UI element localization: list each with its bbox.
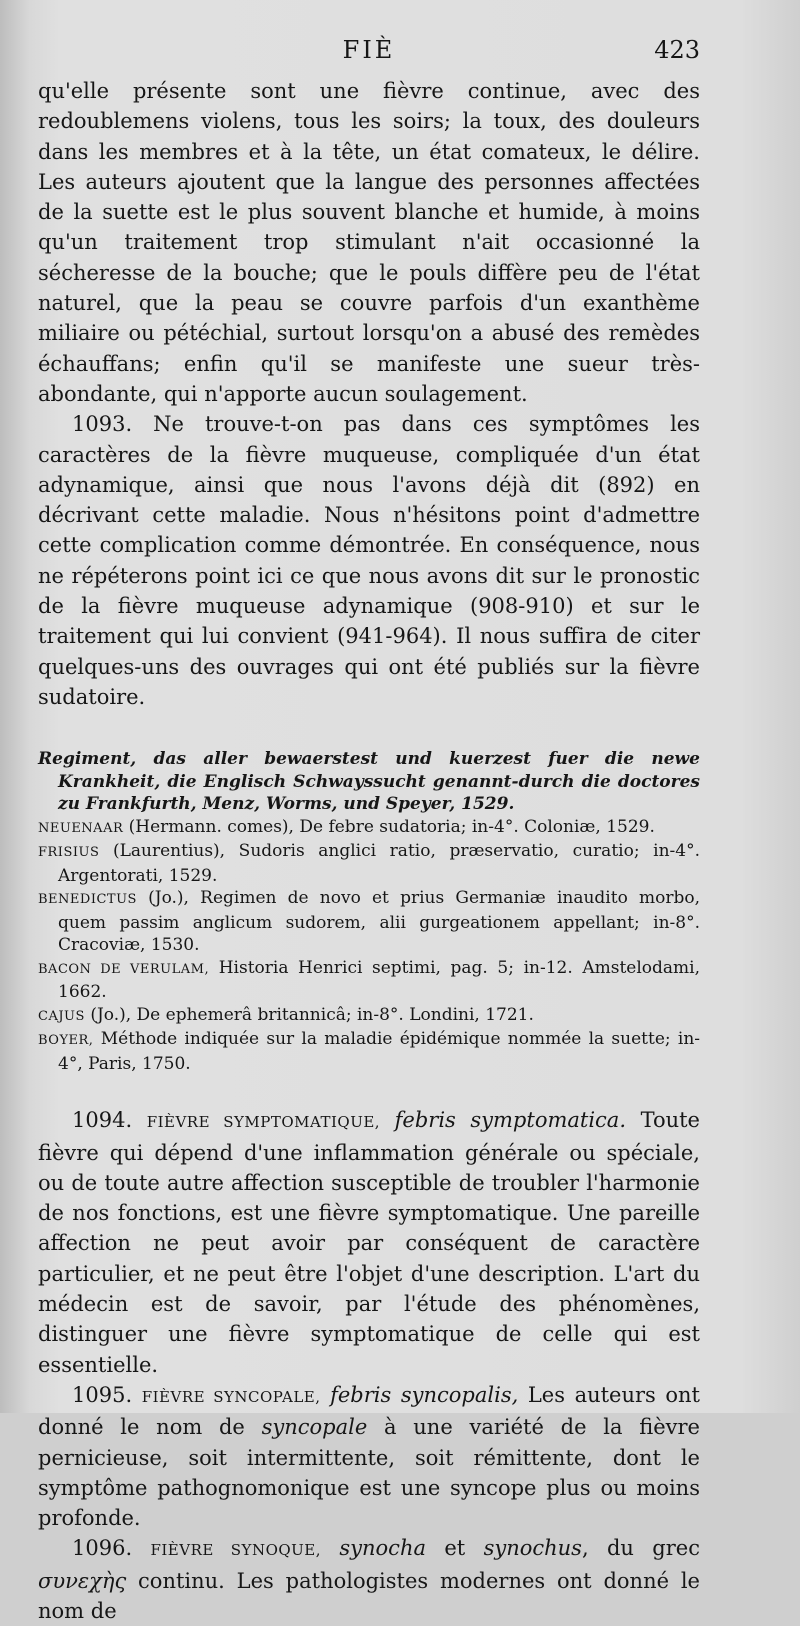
bibliography-entry	[38, 748, 700, 816]
page-number: 423	[654, 36, 700, 64]
bibliography-author: BACON DE VERULAM,	[38, 961, 210, 977]
paragraph-1096	[38, 1533, 700, 1626]
bibliography-entry	[38, 816, 700, 841]
bibliography-text: Historia Henrici septimi, pag. 5; in-12. Amstelodami, 1662.	[58, 957, 701, 1003]
paragraph-1094	[38, 1105, 700, 1380]
entry-term: FIÈVRE SYNCOPALE,	[141, 1387, 321, 1406]
paragraph-text: à une variété de la fièvre pernicieuse, soit intermittente, soit rémittente, dont le symptôme pathognomonique est une syncope plus ou moins profonde.	[38, 1415, 700, 1531]
paragraph-number: 1096.	[72, 1536, 133, 1561]
bibliography	[38, 748, 700, 1075]
bibliography-text: (Laurentius), Sudoris anglici ratio, præservatio, curatio; in-4°. Argentorati, 1529.	[58, 841, 700, 886]
paragraph-continued: qu'elle présente sont une fièvre continue, avec des redoublemens violens, tous les soirs; la toux, des douleurs dans les membres et à la tête, un état comateux, le délire. Les auteurs ajoutent que la langue des personnes affectées de la suette est le plus souvent blanche et humide, à moins qu'un traitement trop stimulant n'ait occasionné la sécheresse de la bouche; que le pouls diffère peu de l'état naturel, que la peau se couvre parfois d'un exanthème miliaire ou pétéchial, surtout lorsqu'on a abusé des remèdes échauffans; enfin qu'il se manifeste une sueur très-abondante, qui n'apporte aucun soulagement.	[38, 79, 700, 406]
latin-term: synocha	[339, 1536, 426, 1561]
bibliography-author: CAJUS	[38, 1008, 85, 1024]
running-head	[38, 36, 700, 76]
bibliography-entry	[38, 957, 700, 1004]
conjunction: et	[444, 1536, 466, 1561]
paragraph-1093: 1093. Ne trouve-t-on pas dans ces symptômes les caractères de la fièvre muqueuse, compliquée d'un état adynamique, ainsi que nous l'avons déjà dit (892) en décrivant cette maladie. Nous n'hésitons point d'admettre cette complication comme démontrée. En conséquence, nous ne répéterons point ici ce que nous avons dit sur le pronostic de la fièvre muqueuse adynamique (908-910) et sur le traitement qui lui convient (941-964). Il nous suffira de citer quelques-uns des ouvrages qui ont été publiés sur la fièvre sudatoire.	[38, 412, 700, 709]
latin-term: febris symptomatica.	[394, 1108, 627, 1133]
italic-word: syncopale	[261, 1415, 368, 1440]
bibliography-entry	[38, 1028, 700, 1075]
latin-term: febris syncopalis,	[330, 1382, 519, 1407]
body-text	[38, 76, 700, 1626]
greek-word: συνεχὴς	[38, 1568, 127, 1593]
paragraph-number: 1094.	[72, 1108, 133, 1133]
bibliography-entry	[38, 840, 700, 887]
paragraph-number: 1095.	[72, 1382, 133, 1407]
running-title: FIÈ	[342, 36, 396, 64]
paragraph-text: Toute fièvre qui dépend d'une inflammation générale ou spéciale, ou de toute autre affection susceptible de troubler l'harmonie de nos fonctions, est une fièvre symptomatique. Une pareille affection ne peut avoir par conséquent de caractère particulier, et ne peut être l'objet d'une description. L'art du médecin est de savoir, par l'étude des phénomènes, distinguer une fièvre symptomatique de celle qui est essentielle.	[38, 1108, 700, 1377]
bibliography-author: NEUENAAR	[38, 820, 124, 836]
paragraph-1095	[38, 1380, 700, 1533]
bibliography-author: BENEDICTUS	[38, 892, 137, 908]
bibliography-entry	[38, 887, 700, 957]
bibliography-author: FRISIUS	[38, 845, 100, 861]
paragraph-text: Les auteurs ont donné le nom de	[38, 1382, 700, 1440]
bibliography-text: Méthode indiquée sur la maladie épidémique nommée la suette; in-4°, Paris, 1750.	[58, 1029, 701, 1074]
entry-term: FIÈVRE SYNOQUE,	[150, 1541, 322, 1560]
paragraph-text: , du grec	[581, 1536, 700, 1561]
bibliography-text: (Hermann. comes), De febre sudatoria; in-4°. Coloniæ, 1529.	[128, 816, 655, 837]
paragraph-text: continu. Les pathologistes modernes ont donné le nom de	[38, 1568, 700, 1623]
latin-term: synochus	[483, 1536, 582, 1561]
bibliography-author: BOYER,	[38, 1033, 94, 1049]
bibliography-text: (Jo.), De ephemerâ britannicâ; in-8°. Londini, 1721.	[90, 1004, 534, 1025]
entry-term: FIÈVRE SYMPTOMATIQUE,	[146, 1113, 381, 1132]
bibliography-entry	[38, 1004, 700, 1029]
bibliography-text: (Jo.), Regimen de novo et prius Germaniæ inaudito morbo, quem passim anglicum sudorem, alii gurgeationem appellant; in-8°. Cracoviæ, 1530.	[58, 888, 700, 956]
bibliography-text: Regiment, das aller bewaerstest und kuerzest fuer die newe Krankheit, die Englisch Schwayssucht genannt-durch die doctores zu Frankfurth, Menz, Worms, und Speyer, 1529.	[38, 749, 700, 815]
